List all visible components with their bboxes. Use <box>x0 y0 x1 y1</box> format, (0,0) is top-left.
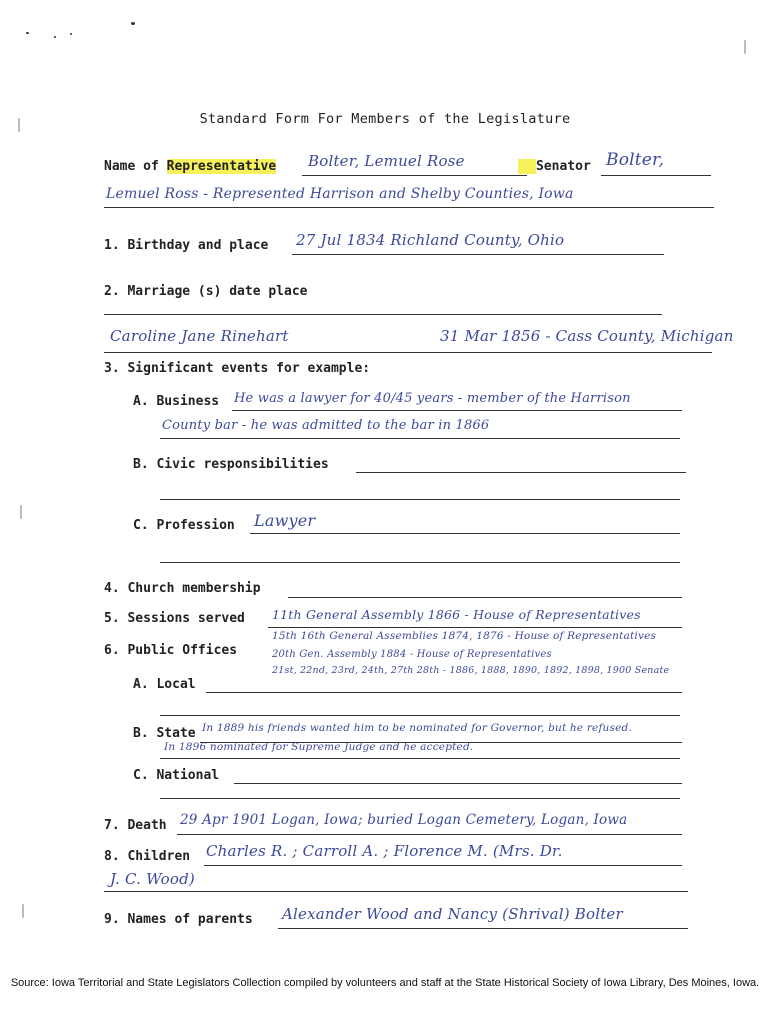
death-line <box>177 834 682 835</box>
business-value-2: County bar - he was admitted to the bar in 1866 <box>162 418 490 433</box>
source-caption: Source: Iowa Territorial and State Legislators Collection compiled by volunteers and staff at the State Historical Society of Iowa Library, Des Moines, Iowa. <box>10 977 760 989</box>
name-label: Name of Representative <box>104 159 277 174</box>
local-line-2 <box>160 715 680 716</box>
birthday-value: 27 Jul 1834 Richland County, Ohio <box>296 231 565 249</box>
public-value-2: 20th Gen. Assembly 1884 - House of Representatives <box>272 649 552 660</box>
local-line-1 <box>206 692 682 693</box>
business-line-1 <box>232 410 682 411</box>
birthday-line <box>292 254 664 255</box>
business-value-1: He was a lawyer for 40/45 years - member of the Harrison <box>234 391 631 406</box>
representative-label: Representative <box>166 159 277 174</box>
scan-edge-mark <box>20 505 22 519</box>
public-offices-label: 6. Public Offices <box>104 643 238 658</box>
church-line <box>288 597 682 598</box>
state-value-2: In 1896 nominated for Supreme Judge and he accepted. <box>164 741 474 753</box>
name-sen-value: Bolter, <box>606 150 665 170</box>
civic-line-2 <box>160 499 680 500</box>
public-value-3: 21st, 22nd, 23rd, 24th, 27th 28th - 1886, 1888, 1890, 1892, 1898, 1900 Senate <box>272 665 670 676</box>
marriage-line-2 <box>104 352 712 353</box>
profession-line-2 <box>160 562 680 563</box>
business-line-2 <box>160 438 680 439</box>
scan-speck <box>70 33 72 35</box>
business-label: A. Business <box>133 394 220 409</box>
profession-label: C. Profession <box>133 518 235 533</box>
parents-label: 9. Names of parents <box>104 912 253 927</box>
sessions-value: 11th General Assembly 1866 - House of Representatives <box>272 607 641 622</box>
state-label: B. State <box>133 726 196 741</box>
children-value: Charles R. ; Carroll A. ; Florence M. (Mrs. Dr. <box>206 842 563 860</box>
scan-speck <box>131 22 135 25</box>
form-title: Standard Form For Members of the Legislature <box>199 111 571 127</box>
profession-line-1 <box>250 533 680 534</box>
national-line-1 <box>234 783 682 784</box>
marriage-value-place: 31 Mar 1856 - Cass County, Michigan <box>440 327 734 345</box>
events-label: 3. Significant events for example: <box>104 361 371 376</box>
marriage-label: 2. Marriage (s) date place <box>104 284 308 299</box>
scan-edge-mark <box>22 904 24 918</box>
sessions-line <box>268 627 682 628</box>
local-label: A. Local <box>133 677 196 692</box>
scan-speck <box>54 36 56 38</box>
state-value-1: In 1889 his friends wanted him to be nominated for Governor, but he refused. <box>202 722 632 734</box>
marriage-value-name: Caroline Jane Rinehart <box>110 327 289 345</box>
children-line-1 <box>204 865 682 866</box>
children-value-2: J. C. Wood) <box>110 870 195 888</box>
name-sen-line <box>601 175 711 176</box>
death-value: 29 Apr 1901 Logan, Iowa; buried Logan Cemetery, Logan, Iowa <box>180 812 628 828</box>
senator-label-wrap <box>518 159 591 174</box>
birthday-label: 1. Birthday and place <box>104 238 269 253</box>
profession-value: Lawyer <box>254 511 316 530</box>
name-line-2 <box>104 207 714 208</box>
name-line-2-value: Lemuel Ross - Represented Harrison and Shelby Counties, Iowa <box>106 186 574 202</box>
civic-label: B. Civic responsibilities <box>133 457 329 472</box>
marriage-line-1 <box>104 314 662 315</box>
parents-line <box>278 928 688 929</box>
children-line-2 <box>104 891 688 892</box>
death-label: 7. Death <box>104 818 167 833</box>
children-label: 8. Children <box>104 849 191 864</box>
name-rep-value: Bolter, Lemuel Rose <box>308 152 465 170</box>
parents-value: Alexander Wood and Nancy (Shrival) Bolter <box>282 905 623 923</box>
senator-label: Senator <box>536 159 591 174</box>
national-label: C. National <box>133 768 220 783</box>
church-label: 4. Church membership <box>104 581 261 596</box>
national-line-2 <box>160 798 680 799</box>
civic-line-1 <box>356 472 686 473</box>
public-value-1: 15th 16th General Assemblies 1874, 1876 - House of Representatives <box>272 630 657 642</box>
scan-edge-mark <box>744 40 746 54</box>
scan-speck <box>26 32 29 34</box>
sessions-label: 5. Sessions served <box>104 611 245 626</box>
name-rep-line <box>302 175 527 176</box>
state-line-2 <box>160 758 680 759</box>
